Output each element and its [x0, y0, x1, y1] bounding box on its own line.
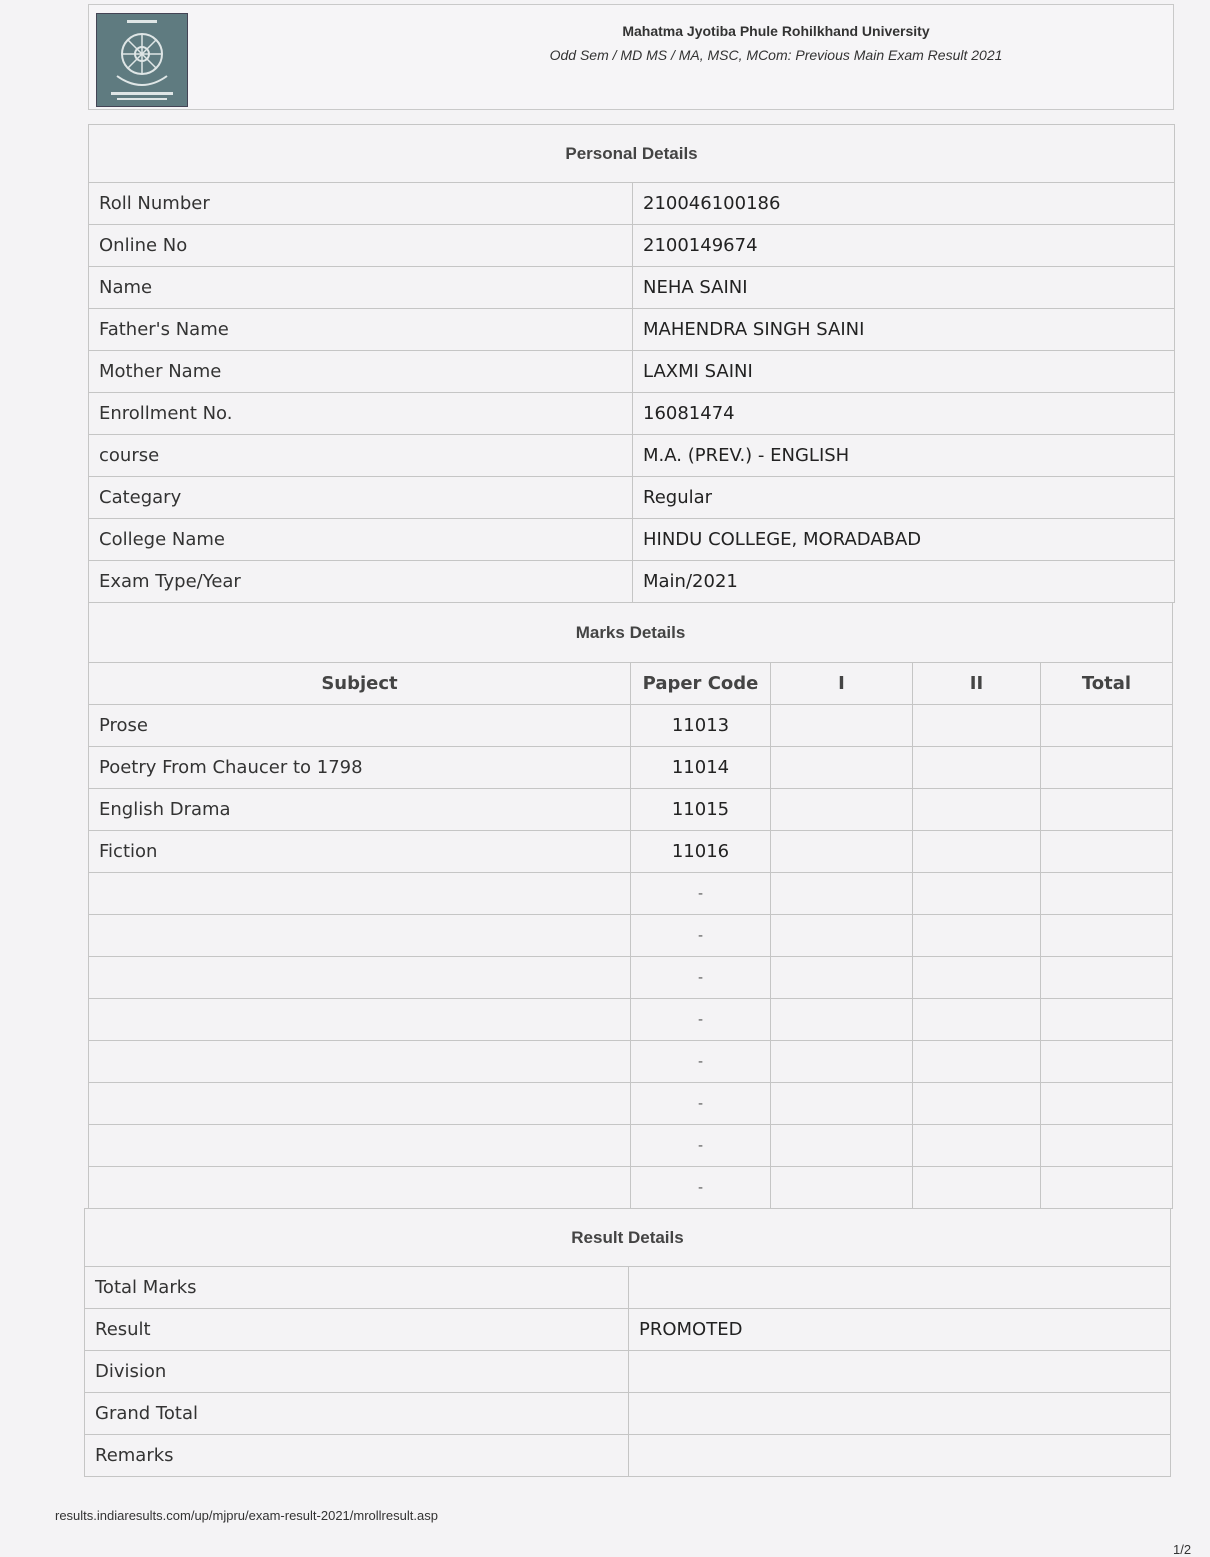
marks-ii-cell — [913, 1083, 1041, 1125]
value-total-marks — [629, 1267, 1171, 1309]
marks-i-cell — [771, 999, 913, 1041]
subject-cell — [89, 1125, 631, 1167]
personal-row-mother-name — [89, 351, 1175, 393]
subject-cell: Poetry From Chaucer to 1798 — [89, 747, 631, 789]
personal-row-roll-number — [89, 183, 1175, 225]
value-division — [629, 1351, 1171, 1393]
personal-details-heading: Personal Details — [89, 125, 1175, 183]
label-roll-number: Roll Number — [89, 183, 633, 225]
label-enrollment-no: Enrollment No. — [89, 393, 633, 435]
result-row-total-marks — [85, 1267, 1171, 1309]
personal-row-college-name — [89, 519, 1175, 561]
table-row — [89, 747, 1173, 789]
paper-code-cell: - — [631, 873, 771, 915]
subject-cell — [89, 957, 631, 999]
paper-code-cell: - — [631, 957, 771, 999]
value-remarks — [629, 1435, 1171, 1477]
paper-code-cell: - — [631, 1167, 771, 1209]
result-details-table — [84, 1208, 1171, 1477]
personal-row-category — [89, 477, 1175, 519]
marks-ii-cell — [913, 789, 1041, 831]
personal-details-table — [88, 124, 1175, 603]
label-exam-type: Exam Type/Year — [89, 561, 633, 603]
page-url: results.indiaresults.com/up/mjpru/exam-result-2021/mrollresult.asp — [55, 1508, 438, 1523]
column-subject: Subject — [89, 663, 631, 705]
marks-ii-cell — [913, 957, 1041, 999]
value-father-name: MAHENDRA SINGH SAINI — [633, 309, 1175, 351]
marks-total-cell — [1041, 705, 1173, 747]
marks-ii-cell — [913, 747, 1041, 789]
subject-cell — [89, 1167, 631, 1209]
subject-cell — [89, 1083, 631, 1125]
marks-total-cell — [1041, 747, 1173, 789]
marks-i-cell — [771, 1083, 913, 1125]
label-name: Name — [89, 267, 633, 309]
personal-row-father-name — [89, 309, 1175, 351]
subject-cell — [89, 1041, 631, 1083]
marks-i-cell — [771, 915, 913, 957]
subject-cell — [89, 999, 631, 1041]
value-grand-total — [629, 1393, 1171, 1435]
value-college-name: HINDU COLLEGE, MORADABAD — [633, 519, 1175, 561]
value-course: M.A. (PREV.) - ENGLISH — [633, 435, 1175, 477]
university-name: Mahatma Jyotiba Phule Rohilkhand University — [622, 23, 930, 39]
marks-details-table — [88, 602, 1173, 1209]
personal-row-name — [89, 267, 1175, 309]
label-result: Result — [85, 1309, 629, 1351]
marks-ii-cell — [913, 705, 1041, 747]
result-details-heading: Result Details — [85, 1209, 1171, 1267]
subject-cell: Fiction — [89, 831, 631, 873]
marks-i-cell — [771, 705, 913, 747]
marks-i-cell — [771, 747, 913, 789]
table-row — [89, 705, 1173, 747]
marks-total-cell — [1041, 957, 1173, 999]
marks-ii-cell — [913, 1167, 1041, 1209]
label-remarks: Remarks — [85, 1435, 629, 1477]
paper-code-cell: 11015 — [631, 789, 771, 831]
value-name: NEHA SAINI — [633, 267, 1175, 309]
marks-i-cell — [771, 1125, 913, 1167]
marks-total-cell — [1041, 1041, 1173, 1083]
label-college-name: College Name — [89, 519, 633, 561]
marks-total-cell — [1041, 999, 1173, 1041]
exam-title: Odd Sem / MD MS / MA, MSC, MCom: Previous Main Exam Result 2021 — [549, 47, 1003, 63]
subject-cell: Prose — [89, 705, 631, 747]
marks-details-heading: Marks Details — [89, 603, 1173, 663]
column-total: Total — [1041, 663, 1173, 705]
label-category: Categary — [89, 477, 633, 519]
personal-row-course — [89, 435, 1175, 477]
result-row-remarks — [85, 1435, 1171, 1477]
label-grand-total: Grand Total — [85, 1393, 629, 1435]
column-i: I — [771, 663, 913, 705]
table-row — [89, 1125, 1173, 1167]
table-row — [89, 1167, 1173, 1209]
value-category: Regular — [633, 477, 1175, 519]
table-row — [89, 957, 1173, 999]
marks-i-cell — [771, 1167, 913, 1209]
paper-code-cell: 11016 — [631, 831, 771, 873]
paper-code-cell: 11013 — [631, 705, 771, 747]
column-ii: II — [913, 663, 1041, 705]
value-exam-type: Main/2021 — [633, 561, 1175, 603]
marks-total-cell — [1041, 1125, 1173, 1167]
label-course: course — [89, 435, 633, 477]
value-enrollment-no: 16081474 — [633, 393, 1175, 435]
column-paper-code: Paper Code — [631, 663, 771, 705]
table-row — [89, 831, 1173, 873]
paper-code-cell: - — [631, 1041, 771, 1083]
value-online-no: 2100149674 — [633, 225, 1175, 267]
paper-code-cell: - — [631, 999, 771, 1041]
marks-total-cell — [1041, 915, 1173, 957]
result-row-result — [85, 1309, 1171, 1351]
result-row-division — [85, 1351, 1171, 1393]
paper-code-cell: - — [631, 915, 771, 957]
marks-i-cell — [771, 1041, 913, 1083]
marks-header-row — [89, 663, 1173, 705]
table-row — [89, 873, 1173, 915]
value-roll-number: 210046100186 — [633, 183, 1175, 225]
marks-i-cell — [771, 957, 913, 999]
marks-total-cell — [1041, 873, 1173, 915]
marks-i-cell — [771, 873, 913, 915]
table-row — [89, 1041, 1173, 1083]
table-row — [89, 999, 1173, 1041]
marks-ii-cell — [913, 1125, 1041, 1167]
page-number: 1/2 — [1173, 1542, 1192, 1557]
subject-cell: English Drama — [89, 789, 631, 831]
marks-total-cell — [1041, 831, 1173, 873]
result-header — [88, 4, 1174, 110]
paper-code-cell: - — [631, 1083, 771, 1125]
paper-code-cell: 11014 — [631, 747, 771, 789]
label-division: Division — [85, 1351, 629, 1393]
value-mother-name: LAXMI SAINI — [633, 351, 1175, 393]
marks-ii-cell — [913, 915, 1041, 957]
marks-total-cell — [1041, 1083, 1173, 1125]
personal-row-online-no — [89, 225, 1175, 267]
label-father-name: Father's Name — [89, 309, 633, 351]
marks-i-cell — [771, 831, 913, 873]
marks-ii-cell — [913, 831, 1041, 873]
subject-cell — [89, 915, 631, 957]
result-row-grand-total — [85, 1393, 1171, 1435]
value-result: PROMOTED — [629, 1309, 1171, 1351]
label-mother-name: Mother Name — [89, 351, 633, 393]
personal-row-enrollment-no — [89, 393, 1175, 435]
subject-cell — [89, 873, 631, 915]
label-total-marks: Total Marks — [85, 1267, 629, 1309]
personal-row-exam-type — [89, 561, 1175, 603]
paper-code-cell: - — [631, 1125, 771, 1167]
table-row — [89, 1083, 1173, 1125]
label-online-no: Online No — [89, 225, 633, 267]
table-row — [89, 789, 1173, 831]
table-row — [89, 915, 1173, 957]
marks-ii-cell — [913, 999, 1041, 1041]
marks-ii-cell — [913, 873, 1041, 915]
marks-ii-cell — [913, 1041, 1041, 1083]
marks-total-cell — [1041, 1167, 1173, 1209]
marks-i-cell — [771, 789, 913, 831]
marks-total-cell — [1041, 789, 1173, 831]
